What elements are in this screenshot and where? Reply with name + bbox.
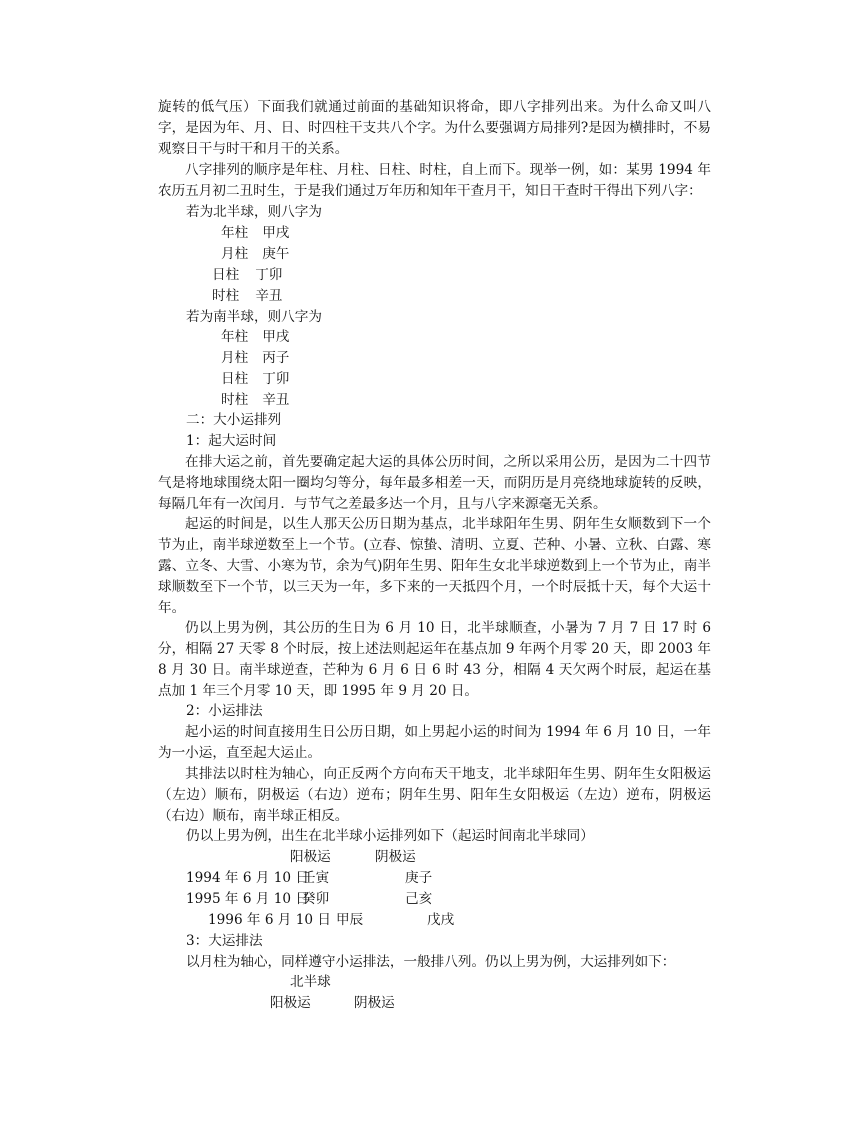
north-row-year bbox=[221, 223, 289, 244]
pillar-label: 日柱 bbox=[212, 267, 240, 283]
pillar-value: 甲戌 bbox=[262, 225, 290, 241]
big-luck-col-yang: 阳极运 bbox=[270, 995, 311, 1011]
small-luck-col-yang: 阳极运 bbox=[290, 849, 331, 865]
pillar-value: 丙子 bbox=[262, 350, 290, 366]
pillar-label: 月柱 bbox=[221, 350, 249, 366]
paragraph-6: 起小运的时间直接用生日公历日期，如上男起小运的时间为 1994 年 6 月 10 日，一年为一小运，直至起大运止。 bbox=[158, 724, 711, 761]
big-luck-col-yin: 阴极运 bbox=[354, 995, 395, 1011]
small-luck-row-date: 1996 年 6 月 10 日 bbox=[208, 912, 331, 928]
small-luck-row-yin: 戊戌 bbox=[427, 912, 455, 928]
south-row-hour bbox=[221, 390, 289, 411]
small-luck-row-yin: 己亥 bbox=[405, 891, 433, 907]
small-luck-intro: 仍以上男为例，出生在北半球小运排列如下（起运时间南北半球同） bbox=[186, 828, 594, 844]
pillar-label: 时柱 bbox=[212, 288, 240, 304]
south-row-year bbox=[221, 327, 289, 348]
subheading-2: 2：小运排法 bbox=[186, 703, 263, 719]
pillar-value: 辛丑 bbox=[255, 288, 283, 304]
north-row-month bbox=[221, 244, 289, 265]
small-luck-row-date: 1995 年 6 月 10 日 bbox=[186, 891, 309, 907]
pillar-value: 丁卯 bbox=[262, 371, 290, 387]
paragraph-1: 旋转的低气压）下面我们就通过前面的基础知识将命，即八字排列出来。为什么命又叫八字，是因为年、月、日、时四柱干支共八个字。为什么要强调方局排列?是因为横排时，不易观察日干与时干和月干的关系。 bbox=[158, 99, 711, 157]
south-heading: 若为南半球，则八字为 bbox=[186, 309, 322, 325]
small-luck-row-date: 1994 年 6 月 10 日 bbox=[186, 870, 309, 886]
south-row-month bbox=[221, 348, 289, 369]
pillar-value: 庚午 bbox=[262, 246, 290, 262]
pillar-label: 时柱 bbox=[221, 392, 249, 408]
small-luck-row-yang: 壬寅 bbox=[302, 870, 330, 886]
pillar-label: 年柱 bbox=[221, 329, 249, 345]
pillar-value: 辛丑 bbox=[262, 392, 290, 408]
big-luck-intro: 以月柱为轴心，同样遵守小运排法，一般排八列。仍以上男为例，大运排列如下： bbox=[186, 954, 676, 970]
subheading-1: 1：起大运时间 bbox=[186, 433, 277, 449]
small-luck-row-yang: 甲辰 bbox=[336, 912, 364, 928]
north-row-day bbox=[212, 265, 282, 286]
south-row-day bbox=[221, 369, 289, 390]
big-luck-hemisphere: 北半球 bbox=[290, 974, 331, 990]
pillar-value: 甲戌 bbox=[262, 329, 290, 345]
small-luck-row-yin: 庚子 bbox=[405, 870, 433, 886]
paragraph-2: 八字排列的顺序是年柱、月柱、日柱、时柱，自上而下。现举一例，如：某男 1994 年农历五月初二丑时生，于是我们通过万年历和知年干查月干，知日干查时干得出下列八字： bbox=[158, 162, 711, 199]
pillar-value: 丁卯 bbox=[255, 267, 283, 283]
north-row-hour bbox=[212, 286, 282, 307]
section-heading-2: 二：大小运排列 bbox=[186, 412, 282, 428]
pillar-label: 年柱 bbox=[221, 225, 249, 241]
paragraph-5: 仍以上男为例，其公历的生日为 6 月 10 日，北半球顺查，小暑为 7 月 7 日 17 时 6 分，相隔 27 天零 8 个时辰，按上述法则起运年在基点加 9 年两个月零 20 天，即 2003 年 8 月 30 日。南半球逆查，芒种为 6 月 6 日 6 时 43 分，相隔 4 天欠两个时辰，起运在基点加 1 年三个月零 10 天，即 1995 年 9 月 20 日。 bbox=[158, 620, 711, 699]
pillar-label: 日柱 bbox=[221, 371, 249, 387]
pillar-label: 月柱 bbox=[221, 246, 249, 262]
north-heading: 若为北半球，则八字为 bbox=[186, 204, 322, 220]
small-luck-row-yang: 癸卯 bbox=[302, 891, 330, 907]
paragraph-4: 起运的时间是，以生人那天公历日期为基点，北半球阳年生男、阴年生女顺数到下一个节为止，南半球逆数至上一个节。(立春、惊蛰、清明、立夏、芒种、小暑、立秋、白露、寒露、立冬、大雪、小寒为节，余为气)阴年生男、阳年生女北半球逆数到上一个节为止，南半球顺数至下一个节，以三天为一年，多下来的一天抵四个月，一个时辰抵十天，每个大运十年。 bbox=[158, 516, 711, 616]
small-luck-col-yin: 阴极运 bbox=[375, 849, 416, 865]
subheading-3: 3：大运排法 bbox=[186, 933, 263, 949]
paragraph-7: 其排法以时柱为轴心，向正反两个方向布天干地支，北半球阳年生男、阴年生女阳极运（左边）顺布，阴极运（右边）逆布；阴年生男、阳年生女阳极运（左边）逆布，阴极运（右边）顺布，南半球正相反。 bbox=[158, 766, 711, 824]
paragraph-3: 在排大运之前，首先要确定起大运的具体公历时间，之所以采用公历，是因为二十四节气是将地球围绕太阳一圈均匀等分，每年最多相差一天，而阴历是月亮绕地球旋转的反映，每隔几年有一次闰月．与节气之差最多达一个月，且与八字来源毫无关系。 bbox=[158, 454, 711, 512]
